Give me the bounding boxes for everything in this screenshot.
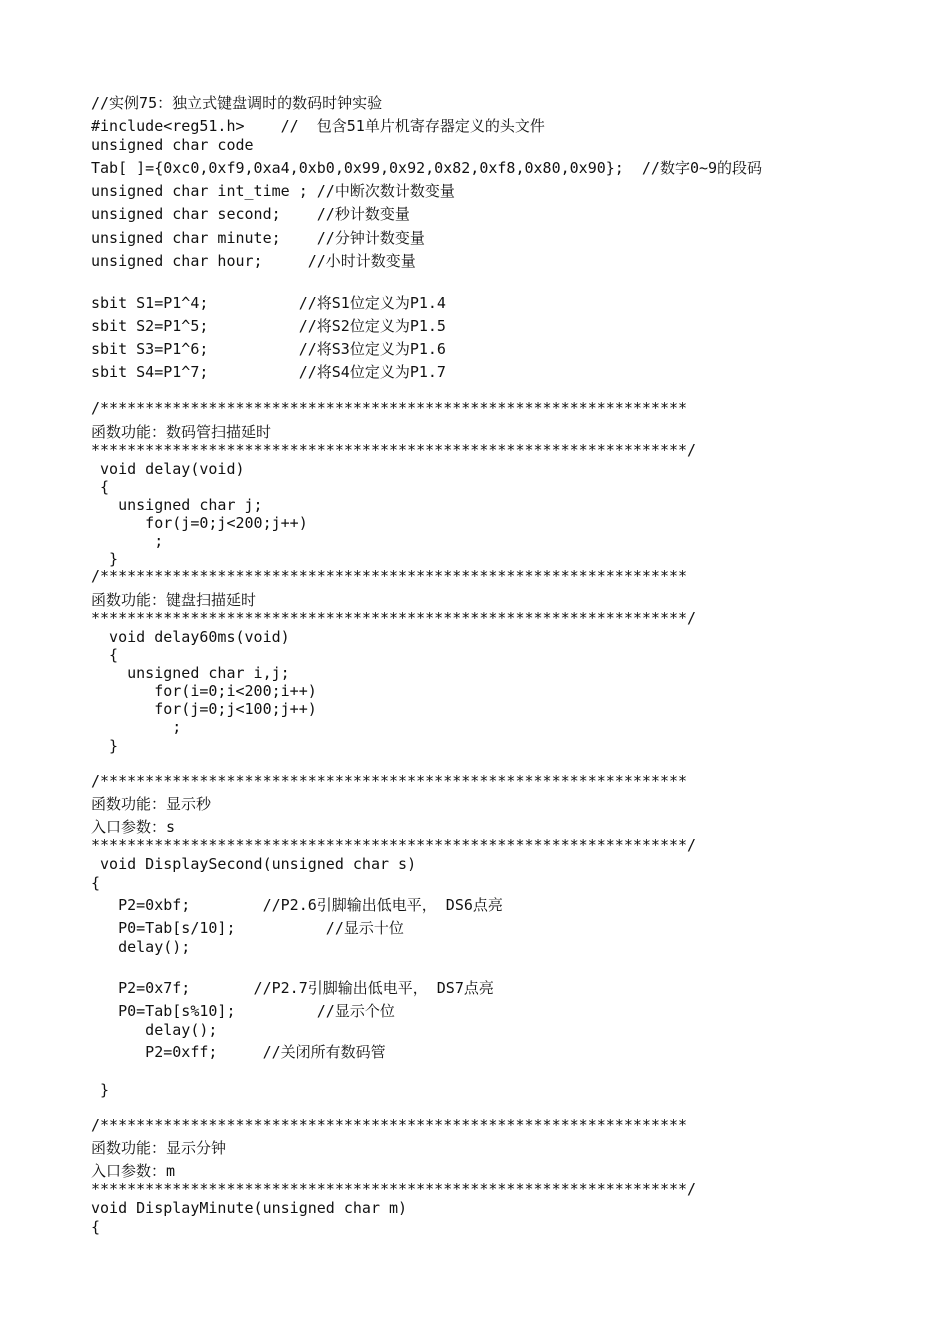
comment-border: /***************************************************************** (91, 567, 688, 585)
comment-text: 函数功能：键盘扫描延时 (91, 591, 257, 609)
comment-text: 函数功能：显示分钟 (91, 1139, 227, 1157)
comment-text: 入口参数：m (91, 1162, 176, 1180)
code-line: sbit S2=P1^5; //将S2位定义为P1.5 (91, 317, 446, 335)
code-line: unsigned char hour; //小时计数变量 (91, 252, 416, 270)
code-line: void delay(void) (91, 460, 245, 478)
code-line: delay(); (91, 1021, 218, 1039)
code-line: void DisplayMinute(unsigned char m) (91, 1199, 408, 1217)
code-line: unsigned char minute; //分钟计数变量 (91, 229, 425, 247)
comment-border: ******************************************************************/ (91, 609, 697, 627)
code-line: P0=Tab[s%10]; //显示个位 (91, 1002, 395, 1020)
code-line: for(j=0;j<100;j++) (91, 700, 317, 718)
code-line: sbit S3=P1^6; //将S3位定义为P1.6 (91, 340, 446, 358)
example-title: //实例75：独立式键盘调时的数码时钟实验 (91, 94, 383, 112)
code-line: for(i=0;i<200;i++) (91, 682, 317, 700)
comment-border: /***************************************************************** (91, 772, 688, 790)
code-line: sbit S1=P1^4; //将S1位定义为P1.4 (91, 294, 446, 312)
comment-border: ******************************************************************/ (91, 836, 697, 854)
code-line: P2=0x7f; //P2.7引脚输出低电平， DS7点亮 (91, 979, 494, 997)
code-line: unsigned char i,j; (91, 664, 290, 682)
code-line: P0=Tab[s/10]; //显示十位 (91, 919, 404, 937)
comment-text: 函数功能：数码管扫描延时 (91, 423, 272, 441)
code-line: P2=0xff; //关闭所有数码管 (91, 1043, 386, 1061)
comment-border: ******************************************************************/ (91, 1180, 697, 1198)
code-line: unsigned char code (91, 136, 254, 154)
comment-border: ******************************************************************/ (91, 441, 697, 459)
code-line: } (91, 1081, 110, 1099)
code-line: sbit S4=P1^7; //将S4位定义为P1.7 (91, 363, 446, 381)
code-line: void DisplaySecond(unsigned char s) (91, 855, 417, 873)
code-line: #include<reg51.h> // 包含51单片机寄存器定义的头文件 (91, 117, 545, 135)
code-line: unsigned char j; (91, 496, 263, 514)
code-line: unsigned char int_time ; //中断次数计数变量 (91, 182, 455, 200)
code-line: } (91, 737, 119, 755)
code-line: ; (91, 532, 164, 550)
code-line: { (91, 874, 101, 892)
code-line: } (91, 550, 119, 568)
code-line: void delay60ms(void) (91, 628, 290, 646)
comment-text: 函数功能：显示秒 (91, 795, 212, 813)
code-line: { (91, 1218, 101, 1236)
code-line: for(j=0;j<200;j++) (91, 514, 308, 532)
code-line: unsigned char second; //秒计数变量 (91, 205, 410, 223)
code-line: delay(); (91, 938, 191, 956)
code-line: ; (91, 718, 182, 736)
comment-border: /***************************************************************** (91, 399, 688, 417)
comment-text: 入口参数：s (91, 818, 176, 836)
code-line: Tab[ ]={0xc0,0xf9,0xa4,0xb0,0x99,0x92,0x82,0xf8,0x80,0x90}; //数字0~9的段码 (91, 159, 763, 177)
code-line: { (91, 646, 119, 664)
code-line: { (91, 478, 110, 496)
comment-border: /***************************************************************** (91, 1116, 688, 1134)
code-line: P2=0xbf; //P2.6引脚输出低电平， DS6点亮 (91, 896, 503, 914)
